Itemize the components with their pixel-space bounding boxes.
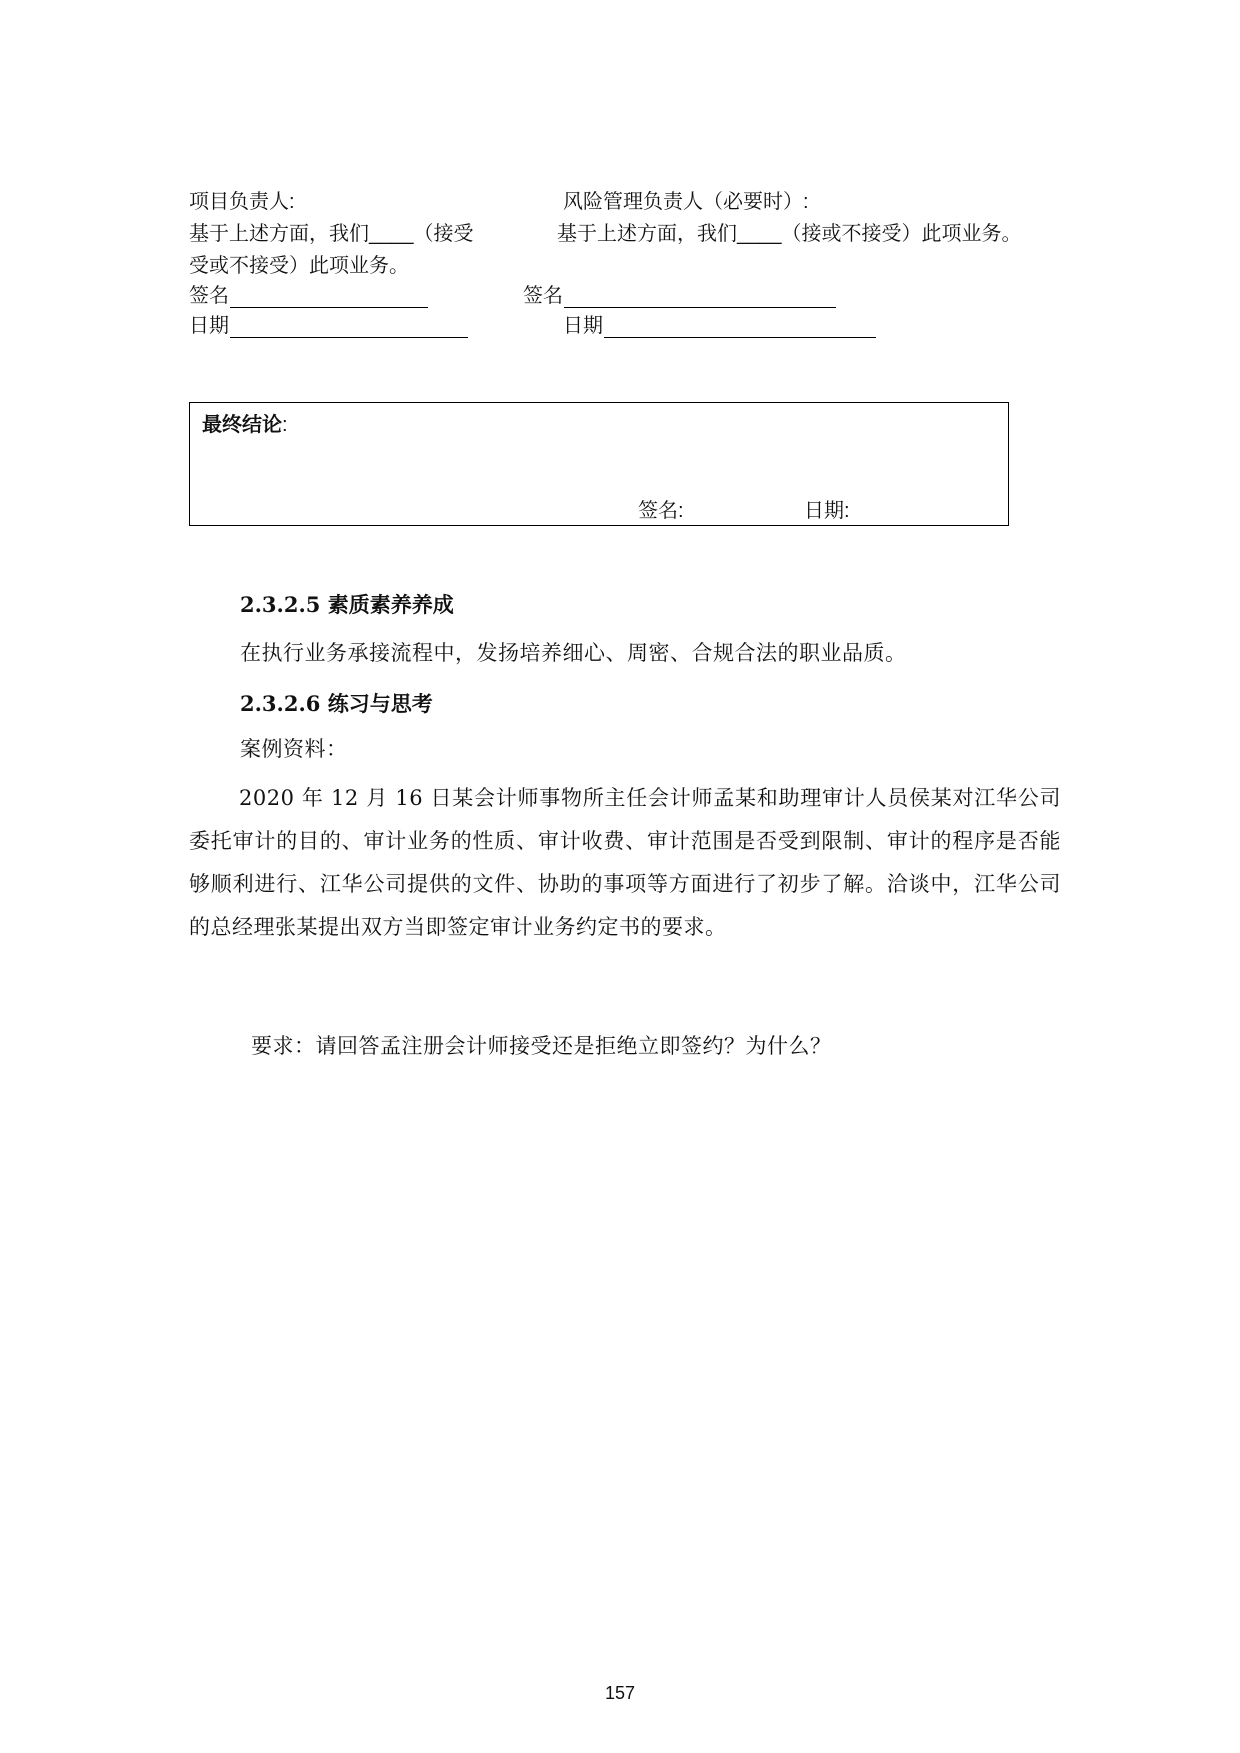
left-sign-label: 签名 xyxy=(189,285,229,307)
case-paragraph: 2020 年 12 月 16 日某会计师事物所主任会计师孟某和助理审计人员侯某对江华公司委托审计的目的、审计业务的性质、审计收费、审计范围是否受到限制、审计的程序是否能够顺利进行、江华公司提供的文件、协助的事项等方面进行了初步了解。洽谈中，江华公司的总经理张某提出双方当即签定审计业务约定书的要求。 xyxy=(189,786,1061,939)
conclusion-sign-label: 签名: xyxy=(638,500,684,522)
right-decision: 基于上述方面，我们____（接或不接受）此项业务。 xyxy=(557,223,1022,245)
page-number: 157 xyxy=(605,1683,636,1703)
project-lead-label: 项目负责人: xyxy=(189,191,295,213)
right-date-label: 日期 xyxy=(563,315,603,337)
section-heading-2-3-2-6: 2.3.2.6 练习与思考 xyxy=(240,691,433,716)
right-sign-line xyxy=(564,285,836,308)
conclusion-date-label: 日期: xyxy=(804,500,850,522)
right-sign-label: 签名 xyxy=(523,285,563,307)
left-sign-row xyxy=(189,284,428,308)
left-date-line xyxy=(230,315,468,338)
left-date-label: 日期 xyxy=(189,315,229,337)
section-paragraph: 在执行业务承接流程中，发扬培养细心、周密、合规合法的职业品质。 xyxy=(240,641,907,665)
final-conclusion-box xyxy=(189,402,1009,526)
final-conclusion-title: 最终结论: xyxy=(202,414,288,436)
left-decision-line2: 受或不接受）此项业务。 xyxy=(189,255,409,277)
risk-lead-label: 风险管理负责人（必要时）: xyxy=(563,191,809,213)
right-sign-row xyxy=(523,284,836,308)
question-text: 要求：请回答孟注册会计师接受还是拒绝立即签约？为什么？ xyxy=(251,1034,832,1058)
right-date-line xyxy=(604,315,876,338)
left-sign-line xyxy=(230,285,428,308)
left-date-row xyxy=(189,314,468,338)
case-intro: 案例资料： xyxy=(240,737,348,761)
right-date-row xyxy=(563,314,876,338)
left-decision-line1: 基于上述方面，我们____（接受 xyxy=(189,223,474,245)
section-heading-2-3-2-5: 2.3.2.5 素质素养养成 xyxy=(240,592,454,617)
